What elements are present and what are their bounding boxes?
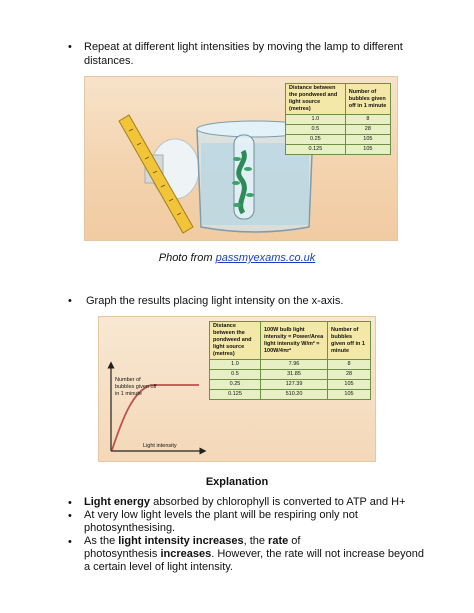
table-cell: 127.39 bbox=[261, 380, 328, 390]
table-cell: 0.25 bbox=[210, 380, 261, 390]
text-span: of bbox=[288, 535, 301, 547]
table-row bbox=[286, 135, 391, 145]
point-3-line-2 bbox=[84, 548, 464, 561]
graph-figure bbox=[98, 316, 376, 462]
photo-caption bbox=[0, 252, 474, 264]
table-header: 100W bulb light intensity = Power/Area light intensity W/m² = 100W/4πr² bbox=[261, 322, 328, 360]
bold-term: increases bbox=[160, 548, 212, 560]
bullet-dot: • bbox=[68, 536, 72, 548]
bullet-dot: • bbox=[68, 41, 72, 53]
table-row bbox=[286, 145, 391, 155]
explanation-heading: Explanation bbox=[205, 476, 269, 488]
table-cell: 105 bbox=[345, 145, 390, 155]
table-cell: 0.125 bbox=[210, 390, 261, 400]
explanation-point-3 bbox=[84, 535, 464, 574]
bullet-dot: • bbox=[68, 295, 72, 307]
table-header: Number of bubbles given off in 1 minute bbox=[345, 84, 390, 115]
table-cell: 105 bbox=[328, 380, 371, 390]
caption-prefix: Photo from bbox=[158, 252, 216, 264]
bullet-graph-text: Graph the results placing light intensity on the x-axis. bbox=[86, 295, 344, 307]
table-cell: 31.85 bbox=[261, 370, 328, 380]
text-span: absorbed by chlorophyll is converted to ATP and H+ bbox=[150, 496, 406, 508]
text-span: . However, the rate will not increase beyond bbox=[211, 548, 424, 560]
x-axis-label: Light intensity bbox=[143, 443, 177, 449]
bold-term: Light energy bbox=[84, 496, 151, 508]
source-link[interactable]: passmyexams.co.uk bbox=[215, 252, 316, 264]
table-cell: 105 bbox=[328, 390, 371, 400]
table-cell: 0.25 bbox=[286, 135, 346, 145]
text-span: photosynthesis bbox=[84, 548, 161, 560]
text-span: , the bbox=[243, 535, 269, 547]
bold-term: rate bbox=[268, 535, 289, 547]
table-cell: 510.20 bbox=[261, 390, 328, 400]
figure1-data-table bbox=[285, 83, 391, 155]
photo-pondweed-experiment bbox=[84, 76, 398, 241]
table-cell: 0.5 bbox=[210, 370, 261, 380]
table-cell: 28 bbox=[328, 370, 371, 380]
table-cell: 1.0 bbox=[210, 360, 261, 370]
bullet-dot: • bbox=[68, 510, 72, 522]
explanation-point-2: At very low light levels the plant will be respiring only not photosynthesising. bbox=[84, 509, 358, 534]
table-cell: 8 bbox=[328, 360, 371, 370]
text-span: As the bbox=[84, 535, 119, 547]
y-axis-label: Number of bubbles given off in 1 minute bbox=[115, 377, 157, 397]
table-cell: 28 bbox=[345, 125, 390, 135]
table-cell: 105 bbox=[345, 135, 390, 145]
table-cell: 0.125 bbox=[286, 145, 346, 155]
table-header: Distance between the pondweed and light source (metres) bbox=[210, 322, 261, 360]
point-3-line-3: a certain level of light intensity. bbox=[84, 561, 233, 573]
table-header: Distance between the pondweed and light source (metres) bbox=[286, 84, 346, 115]
table-cell: 7.96 bbox=[261, 360, 328, 370]
explanation-point-1 bbox=[84, 496, 454, 509]
water bbox=[201, 143, 309, 225]
table-cell: 8 bbox=[345, 115, 390, 125]
table-header: Number of bubbles given off in 1 minute bbox=[328, 322, 371, 360]
table-row bbox=[286, 115, 391, 125]
table-cell: 0.5 bbox=[286, 125, 346, 135]
table-cell: 1.0 bbox=[286, 115, 346, 125]
table-row bbox=[286, 125, 391, 135]
bullet-repeat-text: Repeat at different light intensities by moving the lamp to different distances. bbox=[84, 41, 403, 67]
bold-term: light intensity increases bbox=[118, 535, 244, 547]
point-3-line-1 bbox=[84, 535, 464, 548]
bullet-dot: • bbox=[68, 497, 72, 509]
